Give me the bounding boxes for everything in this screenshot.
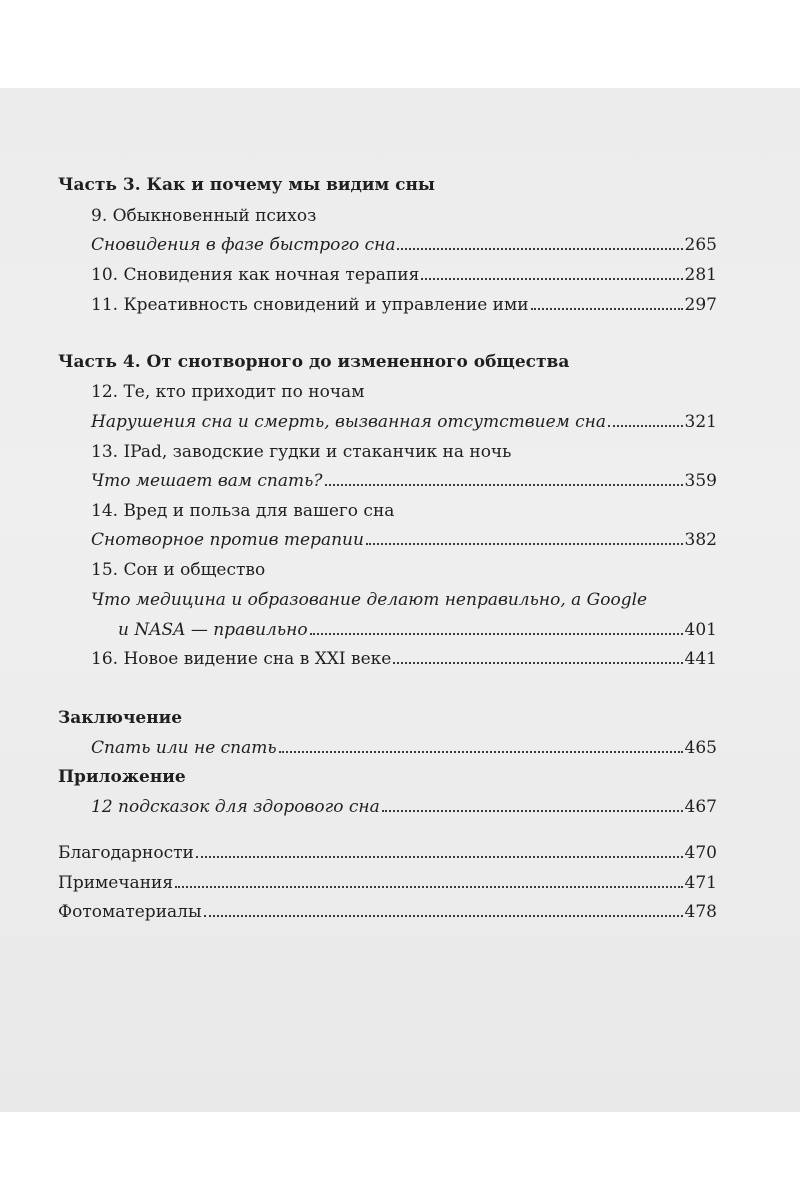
photos-entry (58, 901, 717, 923)
chapter-9-entry (91, 234, 717, 256)
chapter-14-title: 14. Вред и польза для вашего сна (91, 501, 395, 521)
chapter-11-page: 297 (684, 295, 717, 315)
acknowledgements-entry (58, 842, 717, 864)
photos-title: Фотоматериалы (58, 902, 202, 922)
notes-page: 471 (684, 873, 717, 893)
leader-dots (366, 542, 683, 545)
chapter-10-title: 10. Сновидения как ночная терапия (91, 265, 420, 285)
leader-dots (421, 277, 682, 280)
chapter-13-title: 13. IPad, заводские гудки и стаканчик на ночь (91, 442, 512, 462)
chapter-16-title: 16. Новое видение сна в XXI веке (91, 649, 392, 669)
chapter-16-entry (91, 648, 717, 670)
chapter-15-entry (118, 619, 717, 641)
chapter-14-page: 382 (684, 530, 717, 550)
chapter-9-page: 265 (684, 235, 717, 255)
chapter-13-page: 359 (684, 471, 717, 491)
chapter-15-page: 401 (684, 620, 717, 640)
notes-entry (58, 872, 717, 894)
chapter-14-entry (91, 529, 717, 551)
chapter-15-subtitle-line1: Что медицина и образование делают неправильно, а Google (91, 590, 648, 610)
notes-title: Примечания (58, 873, 174, 893)
leader-dots (382, 809, 683, 812)
conclusion-subtitle: Спать или не спать (91, 738, 277, 758)
acknowledgements-title: Благодарности (58, 843, 194, 863)
leader-dots (196, 855, 683, 858)
appendix-page: 467 (684, 797, 717, 817)
conclusion-heading: Заключение (58, 708, 183, 728)
leader-dots (397, 247, 682, 250)
chapter-13-subtitle: Что мешает вам спать? (91, 471, 323, 491)
chapter-10-page: 281 (684, 265, 717, 285)
part-3-heading: Часть 3. Как и почему мы видим сны (58, 175, 435, 195)
chapter-14-subtitle: Снотворное против терапии (91, 530, 364, 550)
leader-dots (175, 885, 682, 888)
conclusion-page: 465 (684, 738, 717, 758)
chapter-9-title: 9. Обыкновенный психоз (91, 206, 317, 226)
chapter-10-entry (91, 264, 717, 286)
leader-dots (279, 750, 683, 753)
leader-dots (608, 424, 683, 427)
chapter-9-subtitle: Сновидения в фазе быстрого сна (91, 235, 396, 255)
appendix-entry (91, 796, 717, 818)
chapter-11-entry (91, 294, 717, 316)
chapter-15-subtitle-line2: и NASA — правильно (118, 620, 308, 640)
chapter-12-subtitle: Нарушения сна и смерть, вызванная отсутствием сна (91, 412, 607, 432)
chapter-12-title: 12. Те, кто приходит по ночам (91, 382, 365, 402)
appendix-subtitle: 12 подсказок для здорового сна (91, 797, 380, 817)
chapter-12-page: 321 (684, 412, 717, 432)
leader-dots (531, 307, 683, 310)
chapter-12-entry (91, 411, 717, 433)
photos-page: 478 (684, 902, 717, 922)
part-4-heading: Часть 4. От снотворного до измененного общества (58, 352, 570, 372)
leader-dots (393, 661, 682, 664)
acknowledgements-page: 470 (684, 843, 717, 863)
conclusion-entry (91, 737, 717, 759)
leader-dots (325, 483, 683, 486)
chapter-16-page: 441 (684, 649, 717, 669)
chapter-13-entry (91, 470, 717, 492)
chapter-15-title: 15. Сон и общество (91, 560, 266, 580)
leader-dots (310, 632, 683, 635)
chapter-11-title: 11. Креативность сновидений и управление ими (91, 295, 529, 315)
appendix-heading: Приложение (58, 767, 186, 787)
leader-dots (204, 914, 683, 917)
